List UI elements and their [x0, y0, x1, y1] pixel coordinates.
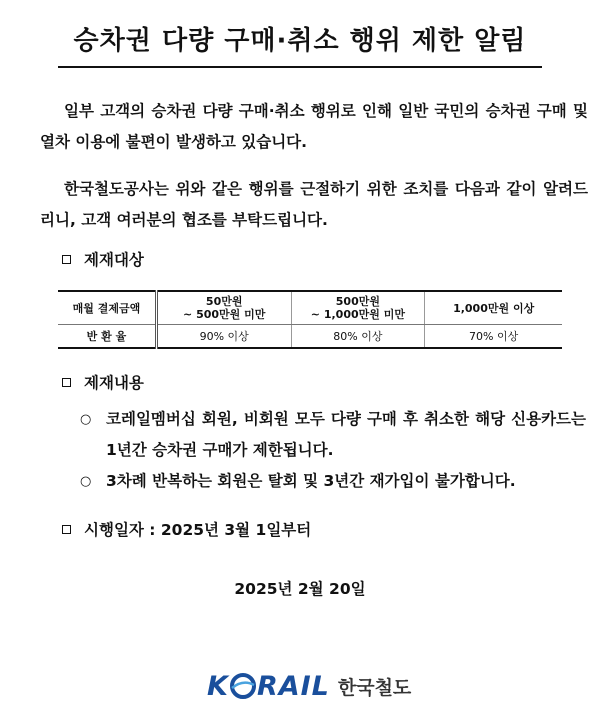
- section-effective-date: [62, 518, 311, 540]
- header-range-1-text: 50만원 ~ 500만원 미만: [183, 295, 266, 321]
- korail-korean-name: 한국철도: [337, 676, 412, 699]
- section-target: [62, 248, 144, 270]
- bullet-text-card-restriction: 코레일멤버십 회원, 비회원 모두 다량 구매 후 취소한 해당 신용카드는 1년간 승차권 구매가 제한됩니다.: [106, 410, 586, 459]
- checkbox-square-icon: [62, 525, 71, 534]
- row-refund-label: 반 환 율: [58, 325, 156, 349]
- table-row: [58, 325, 562, 349]
- refund-rate-1: 90% 이상: [156, 325, 291, 349]
- circle-bullet-icon: ○: [80, 412, 92, 427]
- header-range-2: [291, 291, 425, 325]
- refund-rate-2: 80% 이상: [291, 325, 425, 349]
- list-item: [80, 404, 586, 466]
- header-range-2-text: 500만원 ~ 1,000만원 미만: [310, 295, 405, 321]
- refund-rate-table: [58, 290, 562, 349]
- brand-letter-k: K: [207, 670, 229, 702]
- request-paragraph: 한국철도공사는 위와 같은 행위를 근절하기 위한 조치를 다음과 같이 알려드리니, 고객 여러분의 협조를 부탁드립니다.: [40, 180, 588, 229]
- circle-bullet-icon: ○: [80, 474, 92, 489]
- checkbox-square-icon: [62, 378, 71, 387]
- korail-logo: [207, 668, 411, 704]
- section-content: [62, 371, 144, 393]
- list-item: [80, 466, 586, 497]
- intro-paragraph: 일부 고객의 승차권 다량 구매·취소 행위로 인해 일반 국민의 승차권 구매 및 열차 이용에 불편이 발생하고 있습니다.: [40, 102, 588, 151]
- effective-date-label: 시행일자 : 2025년 3월 1일부터: [84, 521, 312, 539]
- header-range-1: [156, 291, 291, 325]
- notice-date: 2025년 2월 20일: [234, 580, 366, 598]
- notice-title: 승차권 다량 구매·취소 행위 제한 알림: [73, 26, 527, 56]
- header-range-3: 1,000만원 이상: [425, 291, 562, 325]
- refund-rate-3: 70% 이상: [425, 325, 562, 349]
- checkbox-square-icon: [62, 255, 71, 264]
- section-content-label: 제재내용: [84, 374, 144, 392]
- notice-title-bar: [58, 18, 542, 68]
- section-target-label: 제재대상: [84, 251, 144, 269]
- table-header-row: [58, 291, 562, 325]
- brand-letters-rail: RAIL: [256, 670, 330, 702]
- bullet-text-membership: 3차례 반복하는 회원은 탈회 및 3년간 재가입이 불가합니다.: [106, 472, 516, 490]
- header-monthly-payment: 매월 결제금액: [58, 291, 156, 325]
- korail-o-globe-icon: [230, 673, 256, 699]
- korail-wordmark: [207, 671, 330, 702]
